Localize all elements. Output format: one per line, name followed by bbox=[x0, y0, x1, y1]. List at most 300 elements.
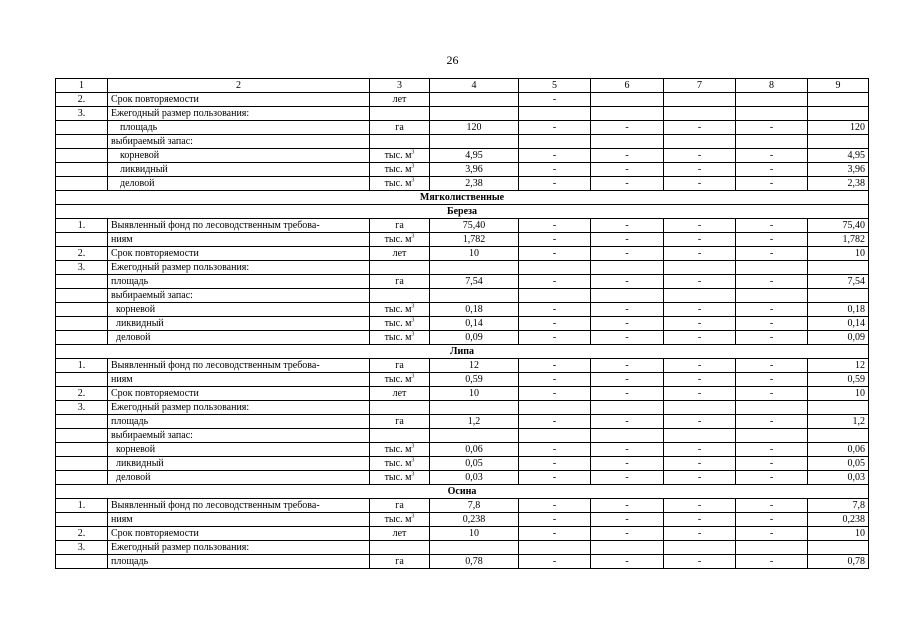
unit-text: тыс. м bbox=[384, 318, 412, 329]
table-cell: 7,54 bbox=[430, 275, 519, 289]
table-cell: лет bbox=[370, 247, 430, 261]
table-cell bbox=[370, 331, 430, 345]
table-cell: 0,03 bbox=[430, 471, 519, 485]
table-row bbox=[56, 457, 869, 471]
table-cell: 0,78 bbox=[808, 555, 869, 569]
table-cell: - bbox=[591, 387, 664, 401]
table-cell: - bbox=[591, 275, 664, 289]
section-heading: Осина bbox=[56, 485, 869, 499]
table-cell: - bbox=[736, 359, 808, 373]
table-cell: 0,18 bbox=[808, 303, 869, 317]
table-row bbox=[56, 275, 869, 289]
table-cell: - bbox=[519, 331, 591, 345]
table-cell: ниям bbox=[108, 233, 370, 247]
table-cell bbox=[808, 541, 869, 555]
table-cell: 2. bbox=[56, 527, 108, 541]
table-cell: - bbox=[519, 219, 591, 233]
table-cell: 7,8 bbox=[430, 499, 519, 513]
table-cell: 2. bbox=[56, 247, 108, 261]
column-header: 8 bbox=[736, 79, 808, 93]
table-cell: ликвидный bbox=[108, 163, 370, 177]
table-cell: 0,05 bbox=[808, 457, 869, 471]
table-cell bbox=[591, 289, 664, 303]
unit-exponent: 3 bbox=[411, 457, 415, 464]
table-cell: корневой bbox=[108, 303, 370, 317]
table-cell: лет bbox=[370, 527, 430, 541]
table-cell: - bbox=[519, 499, 591, 513]
table-cell: - bbox=[519, 527, 591, 541]
unit-exponent: 3 bbox=[411, 317, 415, 324]
table-cell bbox=[370, 429, 430, 443]
section-heading-row bbox=[56, 345, 869, 359]
table-cell: Ежегодный размер пользования: bbox=[108, 107, 370, 121]
table-cell bbox=[370, 149, 430, 163]
table-cell bbox=[808, 93, 869, 107]
table-cell: - bbox=[519, 471, 591, 485]
table-cell: 0,238 bbox=[430, 513, 519, 527]
section-heading: Береза bbox=[56, 205, 869, 219]
table-cell: - bbox=[591, 331, 664, 345]
table-cell bbox=[591, 107, 664, 121]
table-row bbox=[56, 541, 869, 555]
table-cell: 1,782 bbox=[808, 233, 869, 247]
table-cell: - bbox=[736, 457, 808, 471]
table-row bbox=[56, 233, 869, 247]
column-header: 9 bbox=[808, 79, 869, 93]
table-cell: 75,40 bbox=[808, 219, 869, 233]
table-cell: выбираемый запас: bbox=[108, 289, 370, 303]
table-cell: 1,2 bbox=[808, 415, 869, 429]
table-cell: 12 bbox=[430, 359, 519, 373]
table-cell bbox=[56, 289, 108, 303]
table-row bbox=[56, 443, 869, 457]
unit-text: тыс. м bbox=[384, 304, 412, 315]
table-row bbox=[56, 121, 869, 135]
unit-text: тыс. м bbox=[384, 150, 412, 161]
unit-text: тыс. м bbox=[384, 234, 412, 245]
table-cell: 0,78 bbox=[430, 555, 519, 569]
table-cell: - bbox=[591, 415, 664, 429]
table-cell: - bbox=[736, 499, 808, 513]
table-cell bbox=[664, 429, 736, 443]
table-cell: - bbox=[519, 233, 591, 247]
table-cell bbox=[664, 261, 736, 275]
table-cell bbox=[370, 373, 430, 387]
table-cell bbox=[370, 443, 430, 457]
table-cell: га bbox=[370, 359, 430, 373]
table-cell bbox=[430, 289, 519, 303]
table-cell: - bbox=[519, 93, 591, 107]
table-cell bbox=[664, 541, 736, 555]
table-cell: 0,09 bbox=[430, 331, 519, 345]
table-cell: - bbox=[519, 275, 591, 289]
table-cell bbox=[56, 163, 108, 177]
page-number: 26 bbox=[446, 53, 459, 67]
table-cell: га bbox=[370, 275, 430, 289]
table-cell: - bbox=[664, 499, 736, 513]
unit-text: тыс. м bbox=[384, 472, 412, 483]
table-cell: 4,95 bbox=[430, 149, 519, 163]
table-cell: га bbox=[370, 219, 430, 233]
table-cell: - bbox=[519, 443, 591, 457]
column-header: 5 bbox=[519, 79, 591, 93]
table-cell: - bbox=[736, 471, 808, 485]
table-cell: деловой bbox=[108, 177, 370, 191]
table-cell: - bbox=[519, 121, 591, 135]
unit-text: тыс. м bbox=[384, 332, 412, 343]
table-cell bbox=[430, 93, 519, 107]
table-cell: выбираемый запас: bbox=[108, 429, 370, 443]
table-cell: - bbox=[664, 359, 736, 373]
unit-exponent: 3 bbox=[411, 177, 415, 184]
table-cell bbox=[430, 401, 519, 415]
table-cell bbox=[370, 303, 430, 317]
data-table bbox=[55, 78, 869, 569]
table-row bbox=[56, 107, 869, 121]
section-heading: Липа bbox=[56, 345, 869, 359]
table-cell bbox=[430, 107, 519, 121]
table-cell: - bbox=[664, 527, 736, 541]
table-cell bbox=[664, 289, 736, 303]
table-cell: - bbox=[736, 387, 808, 401]
table-cell bbox=[56, 443, 108, 457]
table-cell bbox=[591, 541, 664, 555]
table-cell: - bbox=[519, 149, 591, 163]
table-cell: - bbox=[664, 415, 736, 429]
table-cell: Срок повторяемости bbox=[108, 93, 370, 107]
table-cell: - bbox=[664, 513, 736, 527]
table-cell bbox=[591, 261, 664, 275]
table-cell: - bbox=[736, 247, 808, 261]
table-cell: га bbox=[370, 499, 430, 513]
table-cell: - bbox=[591, 177, 664, 191]
table-cell: - bbox=[664, 233, 736, 247]
table-cell bbox=[370, 177, 430, 191]
table-cell: - bbox=[591, 555, 664, 569]
table-cell: площадь bbox=[108, 555, 370, 569]
table-cell bbox=[56, 373, 108, 387]
table-cell bbox=[56, 149, 108, 163]
table-cell: 1,2 bbox=[430, 415, 519, 429]
table-cell: - bbox=[591, 317, 664, 331]
table-cell bbox=[56, 177, 108, 191]
table-cell: 0,03 bbox=[808, 471, 869, 485]
table-cell bbox=[56, 471, 108, 485]
table-cell bbox=[370, 513, 430, 527]
table-cell: Срок повторяемости bbox=[108, 247, 370, 261]
table-cell: ниям bbox=[108, 373, 370, 387]
table-cell: 10 bbox=[430, 387, 519, 401]
unit-text: тыс. м bbox=[384, 178, 412, 189]
table-cell: корневой bbox=[108, 149, 370, 163]
table-row bbox=[56, 163, 869, 177]
table-row bbox=[56, 219, 869, 233]
table-cell: га bbox=[370, 121, 430, 135]
table-cell: - bbox=[736, 163, 808, 177]
column-header: 6 bbox=[591, 79, 664, 93]
table-cell: - bbox=[519, 373, 591, 387]
table-cell: га bbox=[370, 415, 430, 429]
table-cell bbox=[736, 93, 808, 107]
table-cell bbox=[736, 261, 808, 275]
table-cell bbox=[736, 135, 808, 149]
table-row bbox=[56, 135, 869, 149]
table-cell: площадь bbox=[108, 415, 370, 429]
table-cell bbox=[430, 135, 519, 149]
table-row bbox=[56, 331, 869, 345]
table-cell: - bbox=[664, 163, 736, 177]
table-cell bbox=[370, 107, 430, 121]
table-cell bbox=[370, 163, 430, 177]
table-cell: - bbox=[664, 387, 736, 401]
table-cell bbox=[519, 261, 591, 275]
table-cell bbox=[664, 401, 736, 415]
table-cell: - bbox=[664, 177, 736, 191]
table-cell: лет bbox=[370, 387, 430, 401]
table-cell: 2. bbox=[56, 93, 108, 107]
table-cell bbox=[736, 107, 808, 121]
unit-exponent: 3 bbox=[411, 443, 415, 450]
table-cell: - bbox=[736, 233, 808, 247]
table-cell: - bbox=[519, 387, 591, 401]
table-cell: 4,95 bbox=[808, 149, 869, 163]
table-cell: - bbox=[519, 415, 591, 429]
table-cell bbox=[736, 541, 808, 555]
table-cell: - bbox=[591, 499, 664, 513]
table-cell bbox=[519, 541, 591, 555]
table-cell: деловой bbox=[108, 331, 370, 345]
table-cell bbox=[591, 401, 664, 415]
table-cell bbox=[519, 135, 591, 149]
table-cell: - bbox=[519, 317, 591, 331]
column-header: 3 bbox=[370, 79, 430, 93]
table-cell: - bbox=[664, 275, 736, 289]
table-row bbox=[56, 555, 869, 569]
table-cell: 0,14 bbox=[430, 317, 519, 331]
table-cell: 7,54 bbox=[808, 275, 869, 289]
table-cell bbox=[591, 135, 664, 149]
table-cell: 120 bbox=[430, 121, 519, 135]
table-cell: корневой bbox=[108, 443, 370, 457]
column-header: 1 bbox=[56, 79, 108, 93]
table-cell bbox=[519, 107, 591, 121]
section-heading-row bbox=[56, 485, 869, 499]
table-cell bbox=[56, 555, 108, 569]
table-row bbox=[56, 513, 869, 527]
table-cell: - bbox=[591, 121, 664, 135]
table-cell bbox=[736, 401, 808, 415]
table-cell: - bbox=[736, 331, 808, 345]
table-cell bbox=[56, 429, 108, 443]
table-cell: - bbox=[736, 555, 808, 569]
table-cell bbox=[430, 541, 519, 555]
table-cell: 0,18 bbox=[430, 303, 519, 317]
table-row bbox=[56, 149, 869, 163]
table-cell: 1,782 bbox=[430, 233, 519, 247]
table-cell: - bbox=[591, 443, 664, 457]
table-cell: - bbox=[664, 331, 736, 345]
table-cell bbox=[56, 317, 108, 331]
table-cell: 120 bbox=[808, 121, 869, 135]
table-cell: 10 bbox=[808, 387, 869, 401]
table-cell: 3. bbox=[56, 541, 108, 555]
table-cell bbox=[808, 261, 869, 275]
table-cell: 1. bbox=[56, 359, 108, 373]
table-cell: - bbox=[736, 373, 808, 387]
table-row bbox=[56, 373, 869, 387]
table-cell bbox=[808, 107, 869, 121]
table-cell: площадь bbox=[108, 275, 370, 289]
table-cell: - bbox=[591, 219, 664, 233]
table-cell: 3. bbox=[56, 401, 108, 415]
table-row bbox=[56, 261, 869, 275]
table-cell: - bbox=[591, 457, 664, 471]
table-cell: - bbox=[591, 303, 664, 317]
table-cell: 0,238 bbox=[808, 513, 869, 527]
table-row bbox=[56, 359, 869, 373]
table-cell: лет bbox=[370, 93, 430, 107]
table-cell: - bbox=[519, 359, 591, 373]
table-cell bbox=[736, 429, 808, 443]
table-cell: 7,8 bbox=[808, 499, 869, 513]
unit-text: тыс. м bbox=[384, 164, 412, 175]
table-cell: выбираемый запас: bbox=[108, 135, 370, 149]
table-cell bbox=[519, 401, 591, 415]
section-heading: Мягколиственные bbox=[56, 191, 869, 205]
table-cell: - bbox=[736, 415, 808, 429]
column-header: 7 bbox=[664, 79, 736, 93]
table-cell: ниям bbox=[108, 513, 370, 527]
table-cell: Выявленный фонд по лесоводственным требова- bbox=[108, 359, 370, 373]
table-cell: - bbox=[519, 513, 591, 527]
table-cell: 0,06 bbox=[430, 443, 519, 457]
unit-text: тыс. м bbox=[384, 444, 412, 455]
table-cell: 2,38 bbox=[430, 177, 519, 191]
table-cell: - bbox=[736, 443, 808, 457]
table-cell: - bbox=[664, 457, 736, 471]
table-row bbox=[56, 317, 869, 331]
table-row bbox=[56, 499, 869, 513]
unit-exponent: 3 bbox=[411, 149, 415, 156]
unit-text: тыс. м bbox=[384, 458, 412, 469]
table-cell bbox=[56, 331, 108, 345]
table-cell bbox=[370, 471, 430, 485]
table-cell bbox=[664, 135, 736, 149]
column-header: 2 bbox=[108, 79, 370, 93]
table-cell bbox=[56, 275, 108, 289]
table-cell: площадь bbox=[108, 121, 370, 135]
table-cell: - bbox=[519, 163, 591, 177]
table-cell: - bbox=[591, 373, 664, 387]
table-cell bbox=[808, 429, 869, 443]
unit-exponent: 3 bbox=[411, 471, 415, 478]
table-cell bbox=[370, 317, 430, 331]
table-cell: Ежегодный размер пользования: bbox=[108, 261, 370, 275]
table-cell: - bbox=[591, 247, 664, 261]
table-cell: Ежегодный размер пользования: bbox=[108, 401, 370, 415]
table-cell: - bbox=[519, 177, 591, 191]
table-cell: 10 bbox=[808, 527, 869, 541]
table-cell: - bbox=[736, 275, 808, 289]
table-cell: - bbox=[736, 149, 808, 163]
table-cell: - bbox=[664, 443, 736, 457]
table-cell bbox=[56, 121, 108, 135]
table-cell: 0,14 bbox=[808, 317, 869, 331]
table-cell: Срок повторяемости bbox=[108, 527, 370, 541]
table-cell: 75,40 bbox=[430, 219, 519, 233]
table-cell: - bbox=[519, 555, 591, 569]
table-cell bbox=[591, 429, 664, 443]
table-cell: 1. bbox=[56, 219, 108, 233]
table-cell: - bbox=[591, 471, 664, 485]
table-cell bbox=[808, 135, 869, 149]
section-heading-row bbox=[56, 205, 869, 219]
table-cell: - bbox=[664, 303, 736, 317]
unit-text: тыс. м bbox=[384, 514, 412, 525]
table-row bbox=[56, 247, 869, 261]
table-cell: - bbox=[664, 219, 736, 233]
table-cell: 0,06 bbox=[808, 443, 869, 457]
table-cell: - bbox=[519, 247, 591, 261]
table-row bbox=[56, 177, 869, 191]
table-cell: 12 bbox=[808, 359, 869, 373]
table-cell bbox=[808, 289, 869, 303]
table-cell: 0,59 bbox=[808, 373, 869, 387]
table-cell: - bbox=[519, 457, 591, 471]
table-cell bbox=[664, 93, 736, 107]
table-cell bbox=[56, 415, 108, 429]
table-cell: 1. bbox=[56, 499, 108, 513]
table-cell: 10 bbox=[430, 247, 519, 261]
table-cell bbox=[56, 135, 108, 149]
table-cell bbox=[591, 93, 664, 107]
table-cell bbox=[56, 303, 108, 317]
table-cell bbox=[56, 457, 108, 471]
table-cell: - bbox=[591, 527, 664, 541]
table-row bbox=[56, 471, 869, 485]
table-cell bbox=[664, 107, 736, 121]
table-cell bbox=[56, 233, 108, 247]
table-cell: - bbox=[664, 317, 736, 331]
table-cell: - bbox=[591, 513, 664, 527]
table-cell: - bbox=[664, 121, 736, 135]
table-cell: - bbox=[519, 303, 591, 317]
table-cell bbox=[430, 261, 519, 275]
table-cell: - bbox=[664, 555, 736, 569]
table-cell: 2,38 bbox=[808, 177, 869, 191]
table-row bbox=[56, 303, 869, 317]
table-cell: га bbox=[370, 555, 430, 569]
table-cell: ликвидный bbox=[108, 457, 370, 471]
table-row bbox=[56, 289, 869, 303]
unit-exponent: 3 bbox=[411, 233, 415, 240]
table-cell: ликвидный bbox=[108, 317, 370, 331]
column-header: 4 bbox=[430, 79, 519, 93]
table-cell: Выявленный фонд по лесоводственным требова- bbox=[108, 219, 370, 233]
table-cell: деловой bbox=[108, 471, 370, 485]
table-cell: - bbox=[664, 373, 736, 387]
table-cell: Срок повторяемости bbox=[108, 387, 370, 401]
table-cell: - bbox=[736, 303, 808, 317]
table-row bbox=[56, 387, 869, 401]
table-cell bbox=[370, 261, 430, 275]
table-cell bbox=[370, 135, 430, 149]
section-heading-row bbox=[56, 191, 869, 205]
table-cell bbox=[370, 233, 430, 247]
table-cell: - bbox=[736, 219, 808, 233]
table-cell bbox=[56, 513, 108, 527]
table-row bbox=[56, 415, 869, 429]
